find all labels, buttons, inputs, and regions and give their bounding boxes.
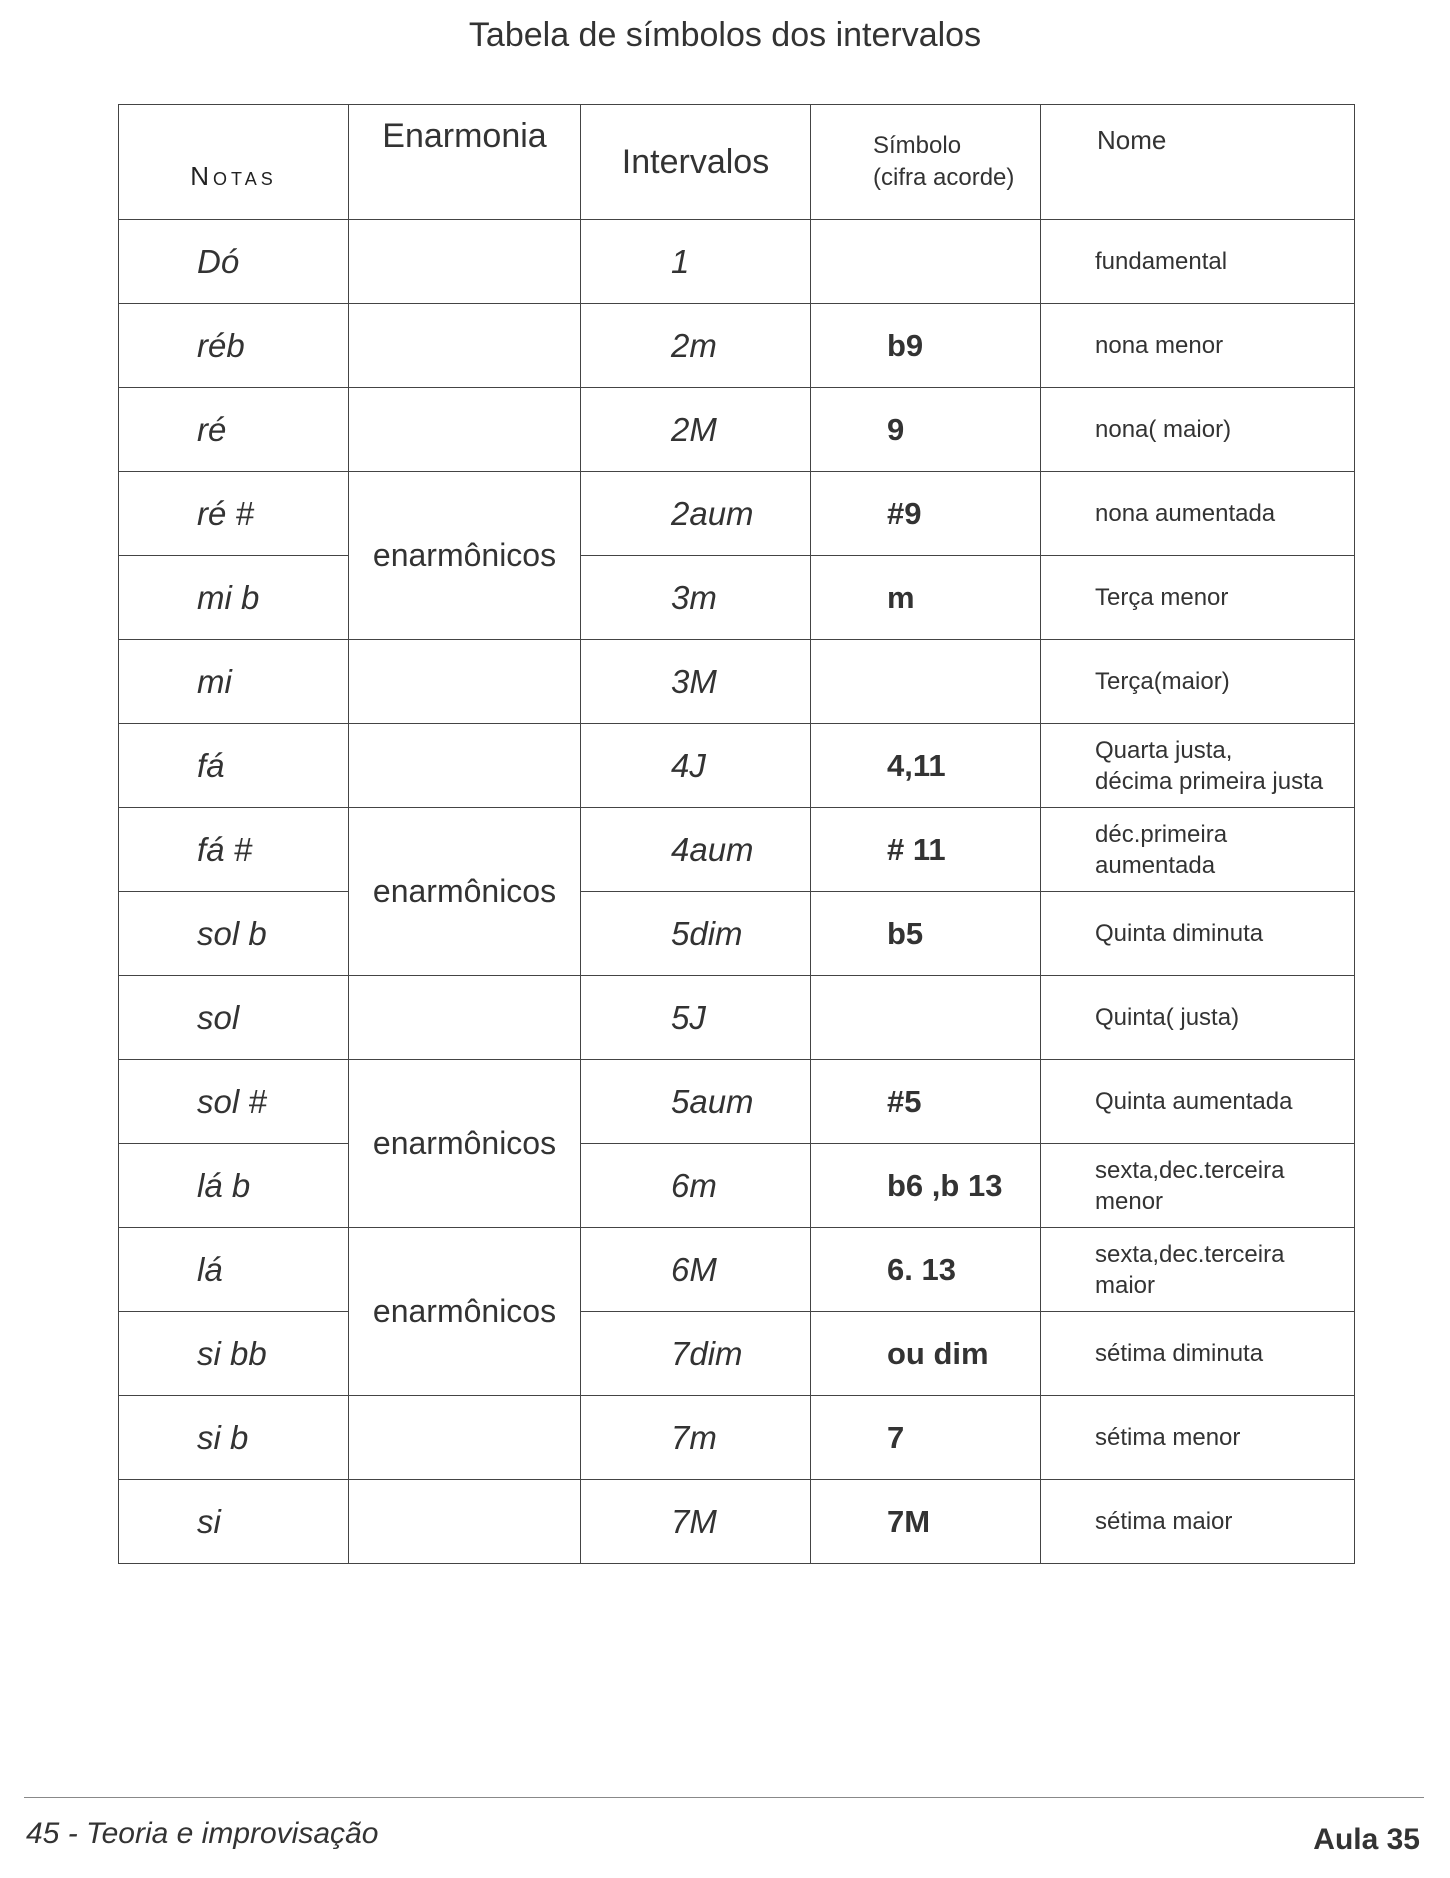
header-enarmonia: Enarmonia: [349, 105, 581, 220]
table-row: [119, 724, 1355, 808]
cell-simbolo: b5: [811, 892, 1041, 976]
cell-simbolo: 7: [811, 1396, 1041, 1480]
cell-nota: fá: [119, 724, 349, 808]
cell-nota: fá #: [119, 808, 349, 892]
cell-nome: sétima diminuta: [1041, 1312, 1355, 1396]
table-header-row: [119, 105, 1355, 220]
cell-enarmonia-empty: [349, 388, 581, 472]
cell-intervalo: 4J: [581, 724, 811, 808]
cell-enarmonia-empty: [349, 1480, 581, 1564]
cell-simbolo: b9: [811, 304, 1041, 388]
table-row: [119, 556, 1355, 640]
cell-nota: ré: [119, 388, 349, 472]
cell-nota: si bb: [119, 1312, 349, 1396]
cell-nome: sétima menor: [1041, 1396, 1355, 1480]
header-nome: Nome: [1041, 105, 1355, 220]
table-row: [119, 220, 1355, 304]
cell-intervalo: 3m: [581, 556, 811, 640]
table-row: [119, 1480, 1355, 1564]
cell-simbolo: 4,11: [811, 724, 1041, 808]
cell-nome: Terça(maior): [1041, 640, 1355, 724]
cell-enarmonia-empty: [349, 724, 581, 808]
table-row: [119, 304, 1355, 388]
cell-nota: sol b: [119, 892, 349, 976]
cell-simbolo: 6. 13: [811, 1228, 1041, 1312]
header-simbolo-line1: Símbolo: [873, 132, 962, 159]
cell-intervalo: 5aum: [581, 1060, 811, 1144]
cell-enarmonia-empty: [349, 220, 581, 304]
header-simbolo-line2: (cifra acorde): [873, 164, 1015, 191]
cell-nome: nona menor: [1041, 304, 1355, 388]
cell-nome: Quinta diminuta: [1041, 892, 1355, 976]
cell-simbolo: [811, 640, 1041, 724]
cell-nome: nona( maior): [1041, 388, 1355, 472]
cell-simbolo: 9: [811, 388, 1041, 472]
cell-nota: sol #: [119, 1060, 349, 1144]
cell-simbolo: #5: [811, 1060, 1041, 1144]
header-notas: Notas: [119, 105, 349, 220]
cell-intervalo: 7M: [581, 1480, 811, 1564]
table-body: [119, 220, 1355, 1564]
cell-nome: sétima maior: [1041, 1480, 1355, 1564]
intervals-table: [118, 104, 1355, 1564]
cell-nome: Quarta justa, décima primeira justa: [1041, 724, 1355, 808]
cell-simbolo: # 11: [811, 808, 1041, 892]
table-row: [119, 1228, 1355, 1312]
table-row: [119, 1312, 1355, 1396]
cell-nota: Dó: [119, 220, 349, 304]
cell-intervalo: 2aum: [581, 472, 811, 556]
table-row: [119, 1396, 1355, 1480]
cell-nota: lá b: [119, 1144, 349, 1228]
table-row: [119, 808, 1355, 892]
cell-enarmonia-empty: [349, 640, 581, 724]
cell-intervalo: 3M: [581, 640, 811, 724]
cell-nota: si: [119, 1480, 349, 1564]
cell-simbolo: #9: [811, 472, 1041, 556]
cell-intervalo: 7m: [581, 1396, 811, 1480]
cell-intervalo: 4aum: [581, 808, 811, 892]
cell-nota: lá: [119, 1228, 349, 1312]
cell-nome: sexta,dec.terceira menor: [1041, 1144, 1355, 1228]
footer-book-title: 45 - Teoria e improvisação: [26, 1817, 379, 1850]
cell-nome: Terça menor: [1041, 556, 1355, 640]
cell-simbolo: [811, 976, 1041, 1060]
cell-nota: réb: [119, 304, 349, 388]
cell-nome: Quinta aumentada: [1041, 1060, 1355, 1144]
cell-intervalo: 2m: [581, 304, 811, 388]
cell-nome: fundamental: [1041, 220, 1355, 304]
cell-enarmonia: enarmônicos: [349, 1060, 581, 1228]
table-row: [119, 640, 1355, 724]
cell-nome: sexta,dec.terceira maior: [1041, 1228, 1355, 1312]
cell-intervalo: 5J: [581, 976, 811, 1060]
cell-intervalo: 7dim: [581, 1312, 811, 1396]
cell-enarmonia: enarmônicos: [349, 472, 581, 640]
table-row: [119, 472, 1355, 556]
header-simbolo: [811, 105, 1041, 220]
cell-nome: Quinta( justa): [1041, 976, 1355, 1060]
table-row: [119, 388, 1355, 472]
cell-nota: sol: [119, 976, 349, 1060]
cell-nome: déc.primeira aumentada: [1041, 808, 1355, 892]
cell-enarmonia: enarmônicos: [349, 1228, 581, 1396]
cell-simbolo: 7M: [811, 1480, 1041, 1564]
cell-nota: mi: [119, 640, 349, 724]
cell-simbolo: m: [811, 556, 1041, 640]
cell-nota: mi b: [119, 556, 349, 640]
cell-simbolo: ou dim: [811, 1312, 1041, 1396]
table-row: [119, 1060, 1355, 1144]
cell-enarmonia-empty: [349, 1396, 581, 1480]
page-title: Tabela de símbolos dos intervalos: [468, 16, 982, 54]
cell-intervalo: 6M: [581, 1228, 811, 1312]
table-row: [119, 892, 1355, 976]
cell-simbolo: b6 ,b 13: [811, 1144, 1041, 1228]
cell-enarmonia-empty: [349, 976, 581, 1060]
cell-simbolo: [811, 220, 1041, 304]
cell-nome: nona aumentada: [1041, 472, 1355, 556]
footer-divider: [24, 1797, 1424, 1798]
cell-nota: ré #: [119, 472, 349, 556]
header-intervalos: Intervalos: [581, 105, 811, 220]
cell-enarmonia-empty: [349, 304, 581, 388]
cell-intervalo: 6m: [581, 1144, 811, 1228]
cell-nota: si b: [119, 1396, 349, 1480]
footer-lesson: Aula 35: [1313, 1823, 1420, 1856]
table-row: [119, 1144, 1355, 1228]
cell-intervalo: 2M: [581, 388, 811, 472]
table-row: [119, 976, 1355, 1060]
cell-intervalo: 5dim: [581, 892, 811, 976]
cell-intervalo: 1: [581, 220, 811, 304]
cell-enarmonia: enarmônicos: [349, 808, 581, 976]
